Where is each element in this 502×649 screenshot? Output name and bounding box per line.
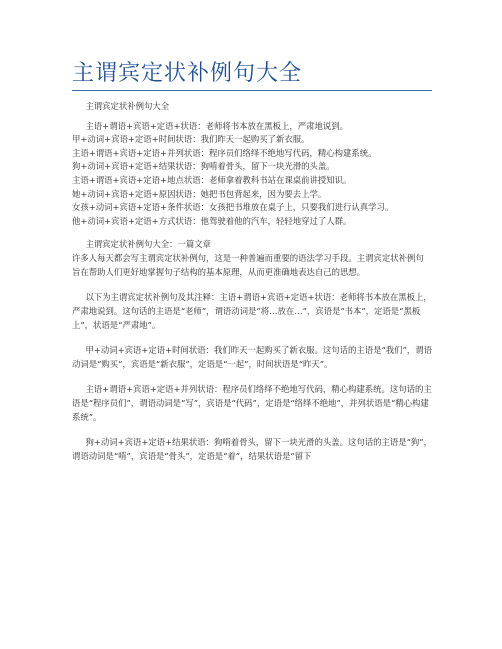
- example-line: 主语+谓语+宾语+定语+地点状语：老师拿着教科书站在课桌前讲授知识。: [72, 175, 352, 186]
- paragraph: 甲+动词+宾语+定语+时间状语：我们昨天一起购买了新衣服。这句话的主语是“我们”，谓语动词是“购买”，宾语是“新衣服”，定语是“一起”，时间状语是“昨天”。: [72, 345, 432, 369]
- paragraph: 狗+动词+宾语+定语+结果状语：狗啃着骨头，留下一块光滑的头盖。这句话的主语是“狗”，谓语动词是“啃”，宾语是“骨头”，定语是“着”，结果状语是“留下: [72, 437, 432, 461]
- document-body: [72, 100, 432, 463]
- example-line: 主语+谓语+宾语+定语+状语：老师将书本放在黑板上，严肃地说到。: [85, 120, 349, 131]
- article-heading: 主谓宾定状补例句大全：一篇文章: [85, 239, 212, 250]
- document-title: 主谓宾定状补例句大全: [72, 61, 303, 86]
- example-line: 甲+动词+宾语+定语+时间状语：我们昨天一起购买了新衣服。: [72, 134, 310, 145]
- subtitle: 主谓宾定状补例句大全: [85, 101, 170, 111]
- example-list: [72, 120, 432, 229]
- example-line: 主语+谓语+宾语+定语+并列状语：程序员们络绎不绝地写代码，精心构建系统。: [72, 147, 377, 158]
- paragraph: 以下为主谓宾定状补例句及其注释：主语+谓语+宾语+定语+状语：老师将书本放在黑板上，严肃地说到。这句话的主语是“老师”，谓语动词是“将…放在…”，宾语是“书本”，定语是“黑板上”，状语是“严肃地”。: [72, 292, 432, 330]
- title-divider: [72, 90, 432, 91]
- example-line: 女孩+动词+宾语+定语+条件状语：女孩把书堆放在桌子上，只要我们进行认真学习。: [72, 202, 394, 213]
- example-line: 他+动词+宾语+定语+方式状语：他驾驶着他的汽车，轻轻地穿过了人群。: [72, 215, 352, 226]
- example-line: 她+动词+宾语+定语+原因状语：她把书包背起来，因为要去上学。: [72, 188, 327, 199]
- paragraph: 许多人每天都会写主谓宾定状补例句，这是一种普遍而重要的语法学习手段。主谓宾定状补例句旨在帮助人们更好地掌握句子结构的基本原理，从而更准确地表达自己的思想。: [72, 253, 424, 277]
- example-line: 狗+动词+宾语+定语+结果状语：狗啃着骨头，留下一块光滑的头盖。: [72, 161, 335, 172]
- paragraph: 主语+谓语+宾语+定语+并列状语：程序员们络绎不绝地写代码，精心构建系统。这句话的主语是“程序员们”，谓语动词是“写”，宾语是“代码”，定语是“络绎不绝地”，并列状语是“精心构建系统”。: [72, 384, 432, 422]
